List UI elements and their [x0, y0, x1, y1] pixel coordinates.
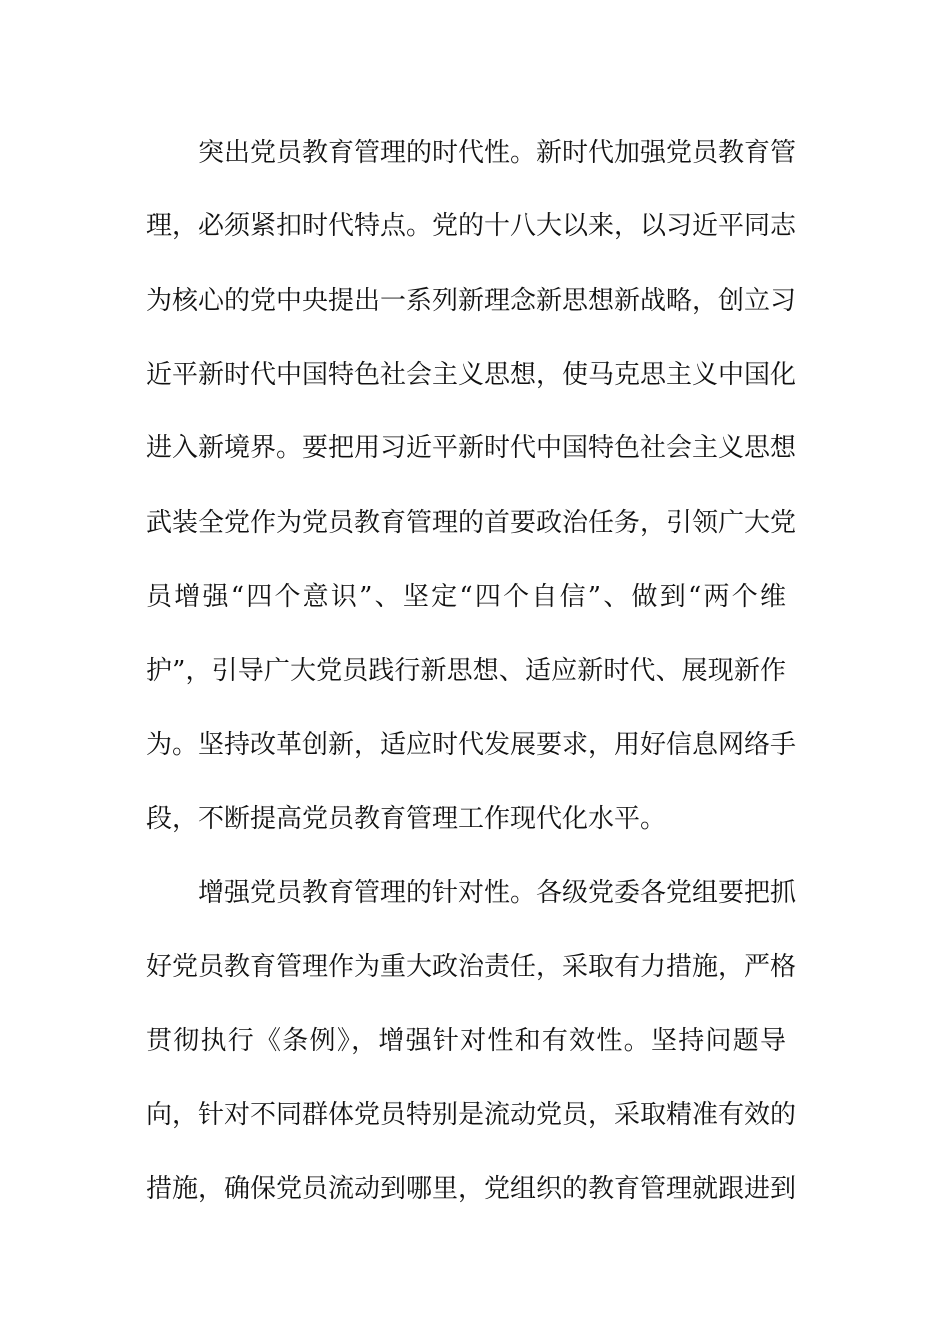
paragraph-1-line-3: 为核心的党中央提出一系列新理念新思想新战略，创立习: [146, 286, 797, 316]
paragraph-2-line-2: 好党员教育管理作为重大政治责任，采取有力措施，严格: [146, 952, 797, 982]
paragraph-2-line-4: 向，针对不同群体党员特别是流动党员，采取精准有效的: [146, 1100, 797, 1130]
paragraph-1-line-5: 进入新境界。要把用习近平新时代中国特色社会主义思想: [146, 433, 797, 463]
paragraph-1-line-2: 理，必须紧扣时代特点。党的十八大以来，以习近平同志: [146, 211, 797, 241]
paragraph-2-line-1: 增强党员教育管理的针对性。各级党委各党组要把抓: [198, 878, 797, 908]
paragraph-1-line-9: 为。坚持改革创新，适应时代发展要求，用好信息网络手: [146, 730, 797, 760]
paragraph-1-line-6: 武装全党作为党员教育管理的首要政治任务，引领广大党: [146, 508, 797, 538]
paragraph-2-line-5: 措施，确保党员流动到哪里，党组织的教育管理就跟进到: [146, 1174, 797, 1204]
paragraph-1-line-8: 护”，引导广大党员践行新思想、适应新时代、展现新作: [146, 656, 786, 686]
paragraph-1-line-7: 员增强“四个意识”、坚定“四个自信”、做到“两个维: [146, 582, 786, 612]
paragraph-1-line-4: 近平新时代中国特色社会主义思想，使马克思主义中国化: [146, 360, 797, 390]
paragraph-2-line-3: 贯彻执行《条例》，增强针对性和有效性。坚持问题导: [146, 1026, 786, 1056]
paragraph-1-line-10: 段，不断提高党员教育管理工作现代化水平。: [146, 804, 667, 834]
paragraph-1-line-1: 突出党员教育管理的时代性。新时代加强党员教育管: [198, 138, 797, 168]
